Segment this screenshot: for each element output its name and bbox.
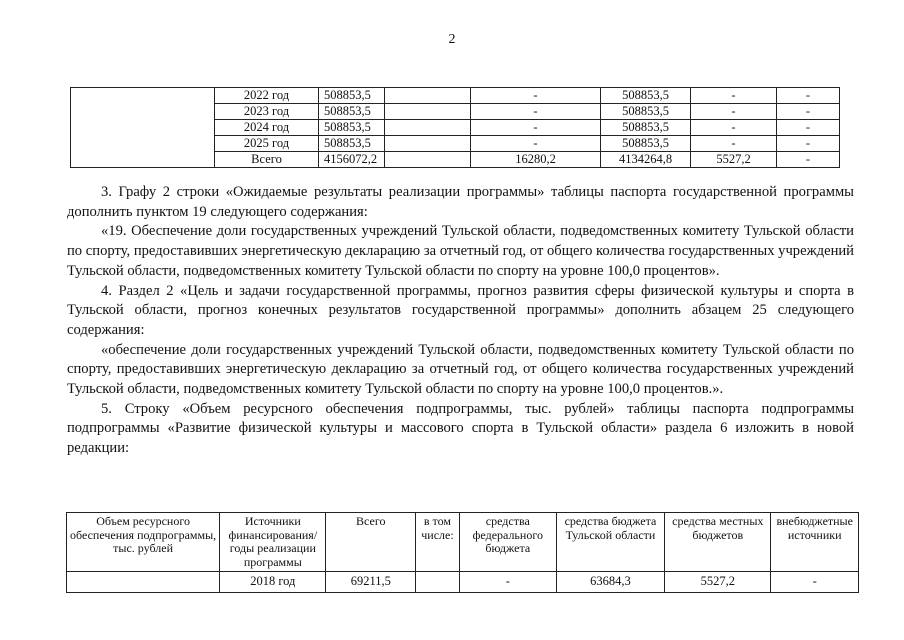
regional-cell: 508853,5 (601, 88, 691, 104)
paragraph-item-4: 4. Раздел 2 «Цель и задачи государственной программы, прогноз развития сферы физической культуры и спорта в Тульской области, прогноз конечных результатов государственной программы» дополнить абзацем 25 следующего содержания: (67, 282, 854, 338)
year-cell: 2025 год (215, 136, 319, 152)
regional-cell: 63684,3 (556, 572, 664, 593)
offbudget-cell: - (771, 572, 859, 593)
local-cell: - (691, 104, 777, 120)
federal-cell: - (471, 136, 601, 152)
paragraph-item-3: 3. Графу 2 строки «Ожидаемые результаты реализации программы» таблицы паспорта государственной программы дополнить пунктом 19 следующего содержания: (67, 184, 854, 220)
federal-cell: - (459, 572, 556, 593)
extra-cell (385, 136, 471, 152)
table-row (67, 572, 859, 593)
offbudget-cell: - (777, 104, 840, 120)
table-row (71, 88, 840, 104)
total-cell: 4156072,2 (319, 152, 385, 168)
header-cell: средства местных бюджетов (665, 513, 771, 572)
federal-cell: 16280,2 (471, 152, 601, 168)
quoted-paragraph-25: «обеспечение доли государственных учреждений Тульской области, подведомственных комитету Тульской области по спорту, предоставивших энергетическую декларацию за отчетный год, от общего количества государственных учреждений Тульской области, подведомственных комитету Тульской области по спорту на уровне 100,0 процентов.». (67, 341, 854, 398)
merged-label-cell (71, 88, 215, 168)
header-cell: в том числе: (416, 513, 460, 572)
total-cell: 69211,5 (326, 572, 416, 593)
label-cell (67, 572, 220, 593)
local-cell: 5527,2 (691, 152, 777, 168)
header-cell: Всего (326, 513, 416, 572)
page-number: 2 (448, 32, 456, 47)
regional-cell: 4134264,8 (601, 152, 691, 168)
total-cell: 508853,5 (319, 88, 385, 104)
header-cell: Источники финансирования/ годы реализации программы (220, 513, 326, 572)
regional-cell: 508853,5 (601, 104, 691, 120)
local-cell: - (691, 88, 777, 104)
federal-cell: - (471, 104, 601, 120)
offbudget-cell: - (777, 152, 840, 168)
year-cell: 2022 год (215, 88, 319, 104)
regional-cell: 508853,5 (601, 120, 691, 136)
incl-cell (416, 572, 460, 593)
extra-cell (385, 88, 471, 104)
extra-cell (385, 120, 471, 136)
federal-cell: - (471, 120, 601, 136)
total-cell: 508853,5 (319, 104, 385, 120)
header-cell: средства бюджета Тульской области (556, 513, 664, 572)
quoted-point-19: «19. Обеспечение доли государственных учреждений Тульской области, подведомственных комитету Тульской области по спорту, предоставивших энергетическую декларацию за отчетный год, от общего количества государственных учреждений Тульской области, подведомственных комитету Тульской области по спорту на уровне 100,0 процентов». (67, 223, 854, 279)
header-cell: средства федерального бюджета (459, 513, 556, 572)
local-cell: - (691, 120, 777, 136)
offbudget-cell: - (777, 136, 840, 152)
year-cell: Всего (215, 152, 319, 168)
funding-table-continued (70, 87, 840, 168)
header-cell: Объем ресурсного обеспечения подпрограммы, тыс. рублей (67, 513, 220, 572)
total-cell: 508853,5 (319, 120, 385, 136)
year-cell: 2023 год (215, 104, 319, 120)
federal-cell: - (471, 88, 601, 104)
document-body (67, 183, 854, 459)
header-cell: внебюджетные источники (771, 513, 859, 572)
offbudget-cell: - (777, 120, 840, 136)
total-cell: 508853,5 (319, 136, 385, 152)
year-cell: 2018 год (220, 572, 326, 593)
year-cell: 2024 год (215, 120, 319, 136)
offbudget-cell: - (777, 88, 840, 104)
extra-cell (385, 152, 471, 168)
paragraph-item-5: 5. Строку «Объем ресурсного обеспечения подпрограммы, тыс. рублей» таблицы паспорта подпрограммы подпрограммы «Развитие физической культуры и массового спорта в Тульской области» раздела 6 изложить в новой редакции: (67, 400, 854, 457)
local-cell: - (691, 136, 777, 152)
extra-cell (385, 104, 471, 120)
regional-cell: 508853,5 (601, 136, 691, 152)
table-header-row (67, 513, 859, 572)
subprogram-funding-table (66, 512, 859, 593)
local-cell: 5527,2 (665, 572, 771, 593)
